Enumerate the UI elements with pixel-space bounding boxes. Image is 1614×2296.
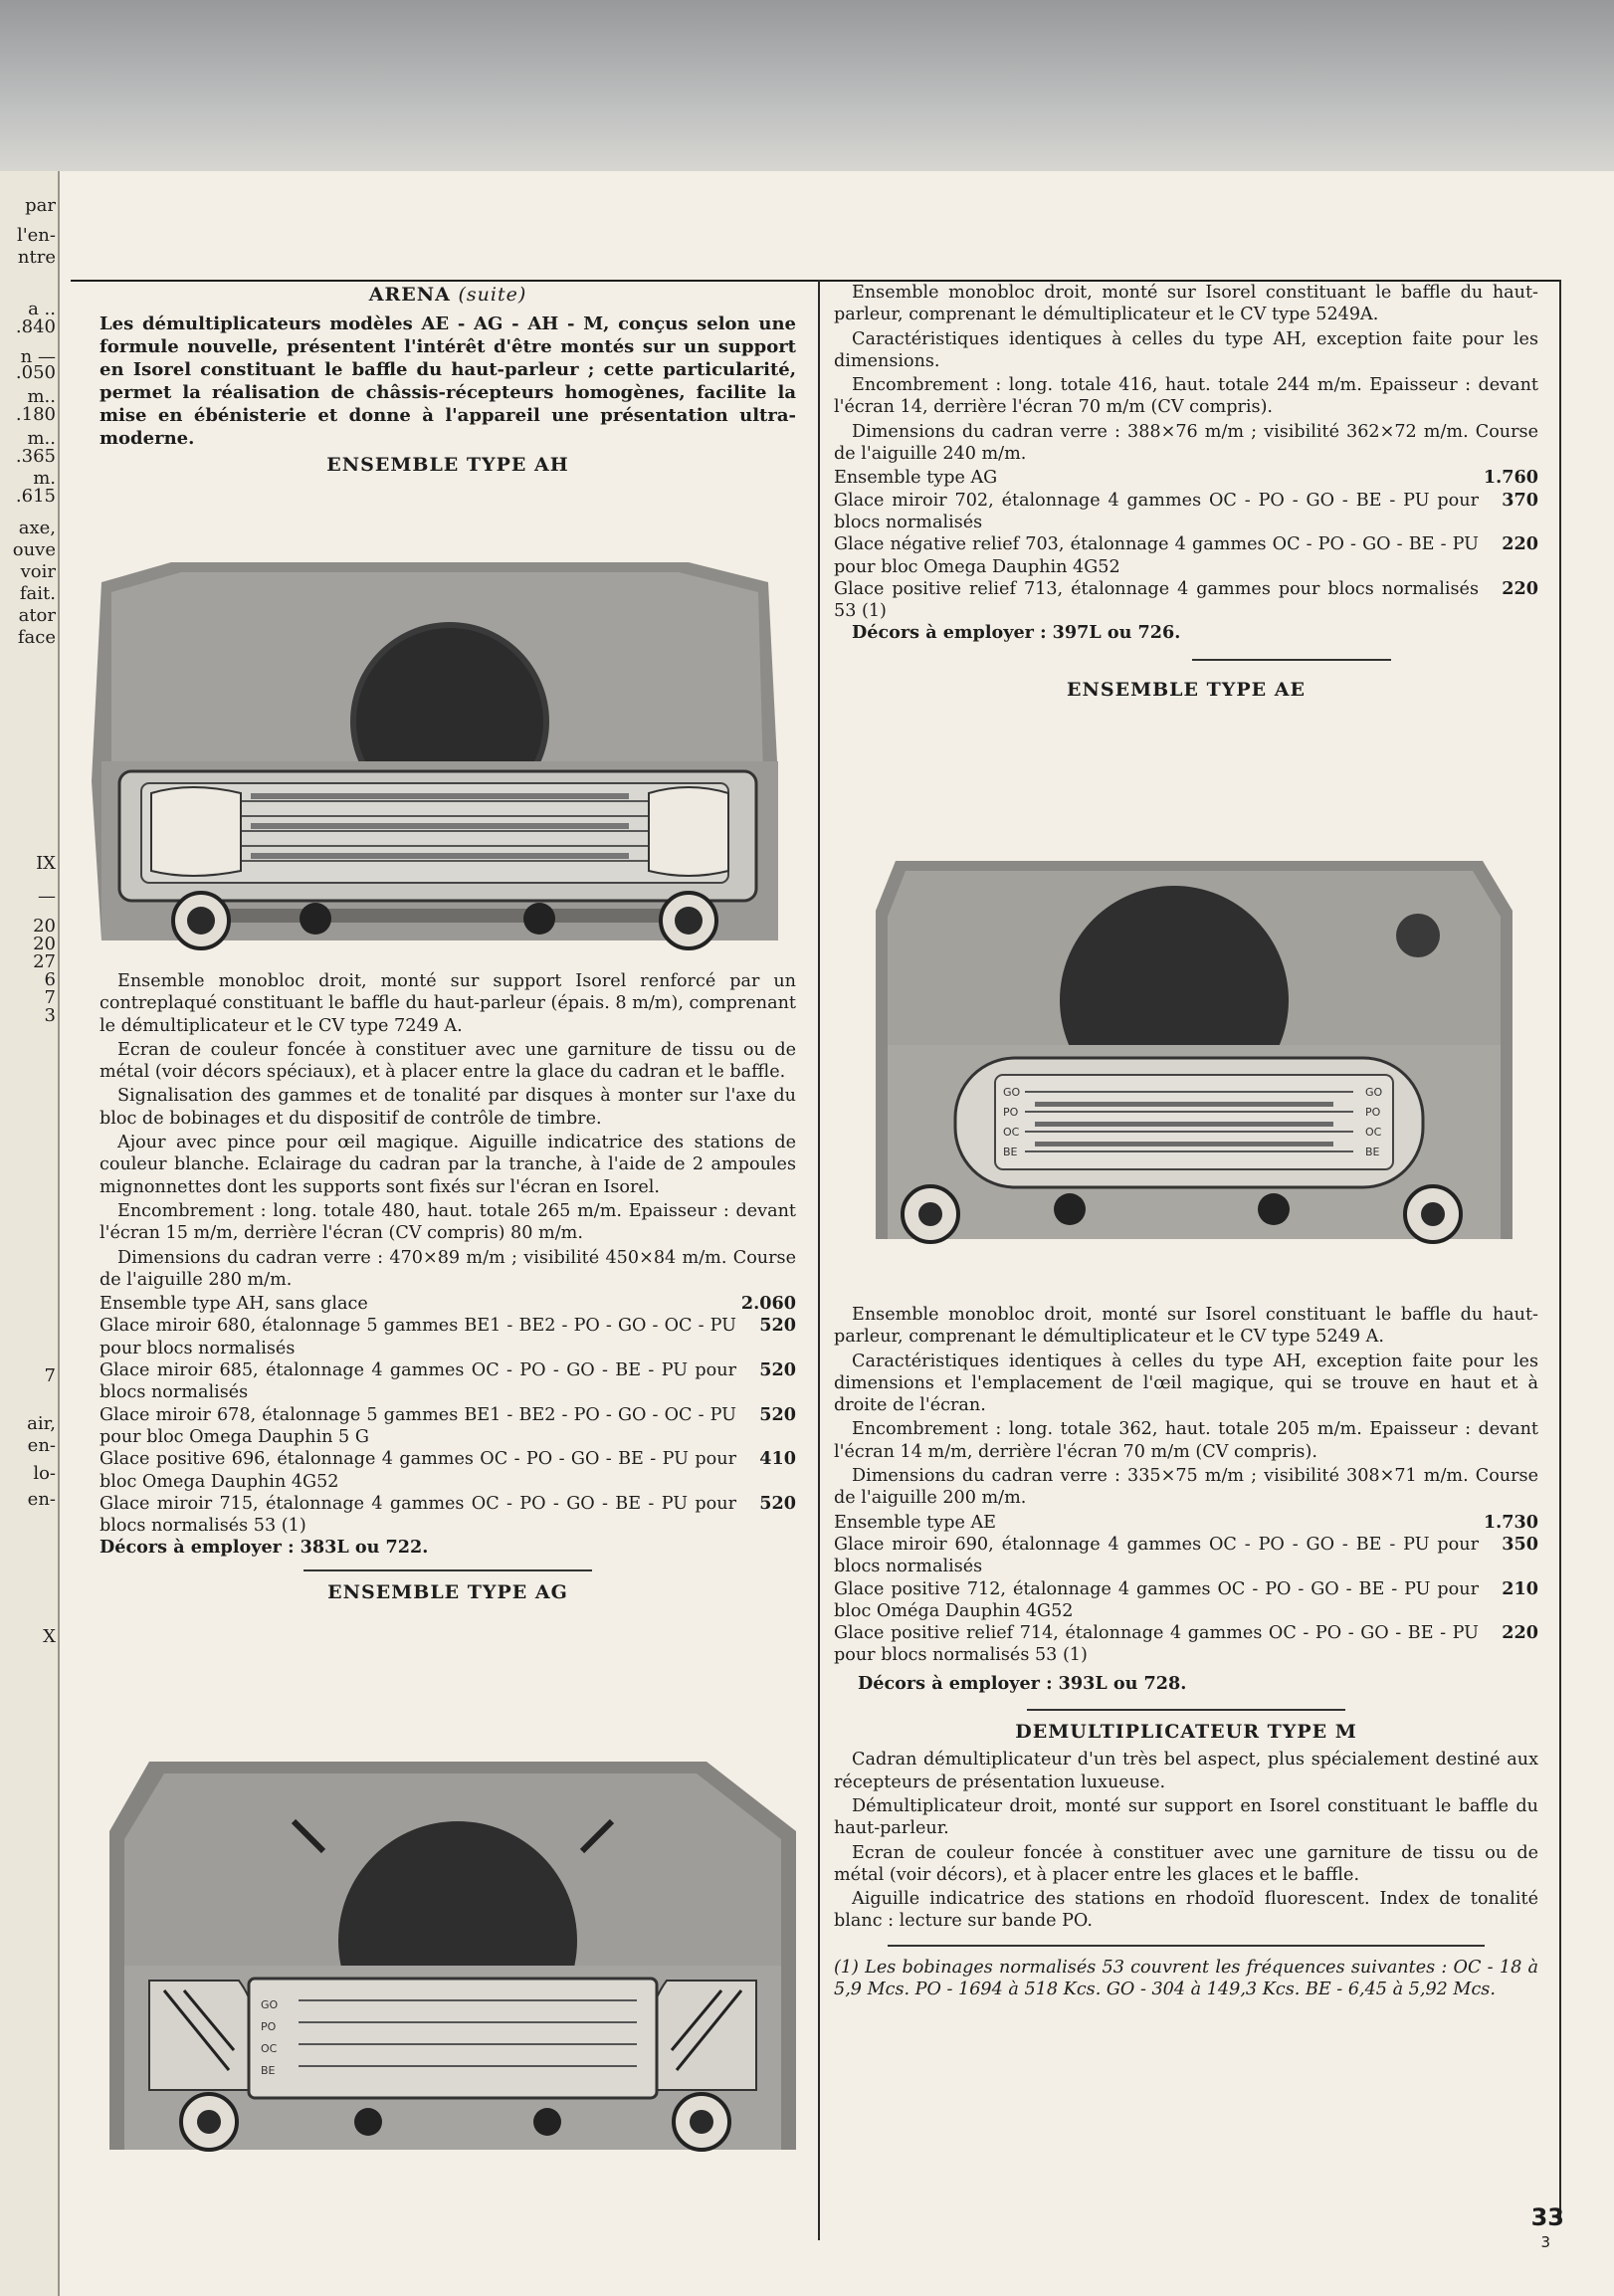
paragraph: Encombrement : long. totale 362, haut. totale 205 m/m. Epaisseur : devant l'écran 14 m/m, derrière l'écran 70 m/m (CV compris). [834, 1419, 1538, 1462]
rule-m [1027, 1709, 1345, 1711]
previous-page-fragment: ouve [12, 539, 56, 560]
price-item-value: 1.730 [1483, 1511, 1538, 1533]
previous-page-fragment: m.. [27, 386, 56, 407]
previous-page-fragment: fait. [19, 583, 56, 604]
paragraph: Dimensions du cadran verre : 335×75 m/m ; visibilité 308×71 m/m. Course de l'aiguille 200 m/m. [834, 1466, 1538, 1509]
price-item [100, 1359, 796, 1404]
price-item-label: Glace négative relief 703, étalonnage 4 gammes OC - PO - GO - BE - PU pour bloc Omega Dauphin 4G52 [834, 534, 1479, 577]
dial-band-label: PO [1003, 1106, 1019, 1119]
price-item-label: Glace positive 712, étalonnage 4 gammes OC - PO - GO - BE - PU pour bloc Oméga Dauphin 4G52 [834, 1578, 1479, 1621]
dial-band-label: BE [1365, 1146, 1380, 1158]
previous-page-fragment: 20 [33, 934, 56, 954]
previous-page-fragment: lo- [33, 1463, 56, 1484]
previous-page-fragment: — [38, 886, 56, 907]
price-item [834, 533, 1538, 578]
paragraph: Signalisation des gammes et de tonalité par disques à monter sur l'axe du bloc de bobinages et du dispositif de contrôle de timbre. [100, 1086, 796, 1129]
section-title: ARENA (suite) [368, 284, 527, 306]
previous-page-fragment: l'en- [16, 225, 56, 246]
price-item [834, 1534, 1538, 1578]
previous-page-fragment: .840 [15, 316, 56, 337]
dial-band-label: PO [261, 2020, 277, 2033]
price-item-label: Ensemble type AG [834, 468, 998, 489]
paragraph: Ecran de couleur foncée à constituer avec une garniture de tissu ou de métal (voir décors spéciaux), et à placer entre la glace du cadran et le baffle. [100, 1039, 796, 1083]
price-item-label: Ensemble type AH, sans glace [100, 1294, 368, 1315]
right-frame-border [1559, 280, 1561, 2220]
previous-page-fragment: .615 [15, 486, 56, 507]
previous-page-fragment: IX [36, 853, 56, 874]
price-item [834, 490, 1538, 534]
paragraph: Encombrement : long. totale 480, haut. totale 265 m/m. Epaisseur : devant l'écran 15 m/m, derrière l'écran (CV compris) 80 m/m. [100, 1200, 796, 1244]
previous-page-fragment: ator [18, 605, 56, 626]
price-item-value: 1.760 [1483, 467, 1538, 489]
previous-page-fragment: face [17, 627, 56, 648]
heading-ag: ENSEMBLE TYPE AG [327, 1580, 568, 1603]
rule-footnote [888, 1945, 1485, 1947]
scan-top-shadow [0, 0, 1614, 171]
rule-ae [1192, 659, 1391, 661]
price-item-label: Glace positive 696, étalonnage 4 gammes OC - PO - GO - BE - PU pour bloc Omega Dauphin 4G52 [100, 1449, 736, 1492]
paragraph: Caractéristiques identiques à celles du type AH, exception faite pour les dimensions et l'emplacement de l'œil magique, qui se trouve en haut et à droite de l'écran. [834, 1351, 1538, 1416]
paragraph: Ensemble monobloc droit, monté sur Isorel constituant le baffle du haut-parleur, comprenant le démultiplicateur et le CV type 5249A. [834, 283, 1538, 325]
dial-band-label: GO [261, 1998, 279, 2011]
price-item [100, 1315, 796, 1359]
heading-ae: ENSEMBLE TYPE AE [1067, 678, 1306, 701]
previous-page-fragment: en- [27, 1489, 56, 1510]
ag-decors: Décors à employer : 397L ou 726. [852, 622, 1181, 644]
paragraph: Ecran de couleur foncée à constituer avec une garniture de tissu ou de métal (voir décors), et à placer entre les glaces et le baffle. [834, 1842, 1538, 1885]
paragraph: Démultiplicateur droit, monté sur support en Isorel constituant le baffle du haut-parleur. [834, 1795, 1538, 1839]
paragraph: Dimensions du cadran verre : 388×76 m/m ; visibilité 362×72 m/m. Course de l'aiguille 240 m/m. [834, 421, 1538, 465]
previous-page-fragment: m. [33, 468, 56, 489]
right-column-ae-text [834, 1304, 1538, 2002]
photo-ensemble-ag [109, 1752, 796, 2170]
footnote: (1) Les bobinages normalisés 53 couvrent les fréquences suivantes : OC - 18 à 5,9 Mcs. PO - 1694 à 518 Kcs. GO - 304 à 149,3 Kcs. BE - 6,45 à 5,92 Mcs. [834, 1957, 1538, 2000]
heading-ah: ENSEMBLE TYPE AH [326, 454, 569, 476]
price-item [834, 1512, 1538, 1534]
previous-page-fragment: .365 [15, 446, 56, 467]
previous-page-fragment: X [43, 1626, 56, 1647]
previous-page-fragment: voir [20, 561, 56, 582]
previous-page-fragment: ntre [17, 247, 56, 268]
dial-band-label: GO [1365, 1086, 1383, 1099]
previous-page-fragment: .180 [15, 404, 56, 425]
price-item [834, 1622, 1538, 1667]
price-item [100, 1448, 796, 1493]
page-sub-number: 3 [1540, 2233, 1550, 2251]
price-item-value: 220 [1502, 1622, 1538, 1644]
price-item-value: 520 [759, 1359, 796, 1381]
price-item-label: Glace miroir 678, étalonnage 5 gammes BE1 - BE2 - PO - GO - OC - PU pour bloc Omega Dauphin 5 G [100, 1404, 736, 1447]
dial-band-label: PO [1365, 1106, 1381, 1119]
previous-page-fragment: air, [27, 1413, 56, 1434]
price-item-value: 370 [1502, 489, 1538, 511]
previous-page-fragment: 7 [44, 987, 56, 1008]
paragraph: Ensemble monobloc droit, monté sur Isorel constituant le baffle du haut-parleur, comprenant le démultiplicateur et le CV type 5249 A. [834, 1305, 1538, 1348]
previous-page-fragment: .050 [15, 362, 56, 383]
price-item [100, 1493, 796, 1538]
previous-page-fragment: n — [20, 346, 56, 367]
price-item-label: Glace miroir 680, étalonnage 5 gammes BE1 - BE2 - PO - GO - OC - PU pour blocs normalisés [100, 1316, 736, 1358]
paragraph: Aiguille indicatrice des stations en rhodoïd fluorescent. Index de tonalité blanc : lecture sur bande PO. [834, 1889, 1538, 1932]
dial-band-label: BE [1003, 1146, 1018, 1158]
previous-page-fragment: m.. [27, 428, 56, 449]
paragraph: Dimensions du cadran verre : 470×89 m/m ; visibilité 450×84 m/m. Course de l'aiguille 280 m/m. [100, 1247, 796, 1290]
previous-page-fragment: par [25, 195, 56, 216]
price-item-value: 210 [1502, 1577, 1538, 1599]
right-column-ag-text [834, 282, 1538, 707]
column-divider [818, 280, 820, 2240]
price-item [100, 1293, 796, 1315]
price-item-label: Ensemble type AE [834, 1512, 997, 1533]
price-item-value: 2.060 [740, 1293, 796, 1315]
intro-paragraph: Les démultiplicateurs modèles AE - AG - AH - M, conçus selon une formule nouvelle, présentent l'intérêt d'être montés sur un support en Isorel constituant le baffle du haut-parleur ; cette particularité, permet la réalisation de châssis-récepteurs homogènes, facilite la mise en ébénisterie et donne à l'appareil une présentation ultra-moderne. [100, 313, 796, 449]
previous-page-fragment: a .. [28, 299, 56, 319]
price-item-value: 520 [759, 1492, 796, 1514]
price-item-label: Glace positive relief 714, étalonnage 4 gammes OC - PO - GO - BE - PU pour blocs normalisés 53 (1) [834, 1623, 1479, 1666]
paragraph: Cadran démultiplicateur d'un très bel aspect, plus spécialement destiné aux récepteurs de présentation luxueuse. [834, 1750, 1538, 1792]
price-item-label: Glace miroir 702, étalonnage 4 gammes OC - PO - GO - BE - PU pour blocs normalisés [834, 490, 1479, 532]
price-item-value: 350 [1502, 1533, 1538, 1555]
previous-page-fragment: axe, [18, 518, 56, 538]
previous-page-fragment: en- [27, 1435, 56, 1456]
price-item [834, 467, 1538, 489]
photo-ensemble-ae [876, 831, 1513, 1249]
paragraph: Ensemble monobloc droit, monté sur support Isorel renforcé par un contreplaqué constituant le baffle du haut-parleur (épais. 8 m/m), comprenant le démultiplicateur et le CV type 7249 A. [100, 971, 796, 1036]
heading-m: DEMULTIPLICATEUR TYPE M [1015, 1721, 1357, 1744]
previous-page-edge [0, 171, 60, 2296]
price-item-label: Glace miroir 715, étalonnage 4 gammes OC - PO - GO - BE - PU pour blocs normalisés 53 (1) [100, 1493, 736, 1537]
price-item [834, 1578, 1538, 1623]
price-item-label: Glace miroir 685, étalonnage 4 gammes OC - PO - GO - BE - PU pour blocs normalisés [100, 1360, 736, 1403]
left-column-ah-text [100, 970, 796, 1609]
previous-page-fragment: 20 [33, 916, 56, 937]
photo-ensemble-ah [92, 532, 778, 950]
dial-band-label: BE [261, 2064, 276, 2077]
price-item-label: Glace positive relief 713, étalonnage 4 gammes pour blocs normalisés 53 (1) [834, 578, 1479, 622]
dial-band-label: OC [1365, 1126, 1382, 1139]
price-item-value: 520 [759, 1403, 796, 1425]
rule-ag [303, 1569, 592, 1571]
ah-decors: Décors à employer : 383L ou 722. [100, 1537, 429, 1559]
page-number: 33 [1530, 2203, 1564, 2231]
previous-page-fragment: 7 [44, 1365, 56, 1386]
price-item [834, 578, 1538, 623]
paragraph: Ajour avec pince pour œil magique. Aiguille indicatrice des stations de couleur blanche. Eclairage du cadran par la tranche, à l'aide de 2 ampoules mignonnettes dont les supports sont fixés sur l'écran en Isorel. [100, 1133, 796, 1197]
price-item-value: 410 [759, 1448, 796, 1470]
left-column-top [100, 284, 796, 483]
price-item-value: 220 [1502, 577, 1538, 599]
paragraph: Caractéristiques identiques à celles du type AH, exception faite pour les dimensions. [834, 328, 1538, 371]
price-item-value: 520 [759, 1315, 796, 1337]
previous-page-fragment: 6 [44, 969, 56, 990]
ae-decors: Décors à employer : 393L ou 728. [858, 1672, 1187, 1694]
dial-band-label: GO [1003, 1086, 1021, 1099]
dial-band-label: OC [1003, 1126, 1020, 1139]
price-item-value: 220 [1502, 533, 1538, 555]
previous-page-fragment: 27 [33, 951, 56, 972]
price-item-label: Glace miroir 690, étalonnage 4 gammes OC - PO - GO - BE - PU pour blocs normalisés [834, 1534, 1479, 1577]
previous-page-fragment: 3 [44, 1005, 56, 1026]
dial-band-label: OC [261, 2042, 278, 2055]
paragraph: Encombrement : long. totale 416, haut. totale 244 m/m. Epaisseur : devant l'écran 14, derrière l'écran 70 m/m (CV compris). [834, 375, 1538, 418]
price-item [100, 1404, 796, 1449]
